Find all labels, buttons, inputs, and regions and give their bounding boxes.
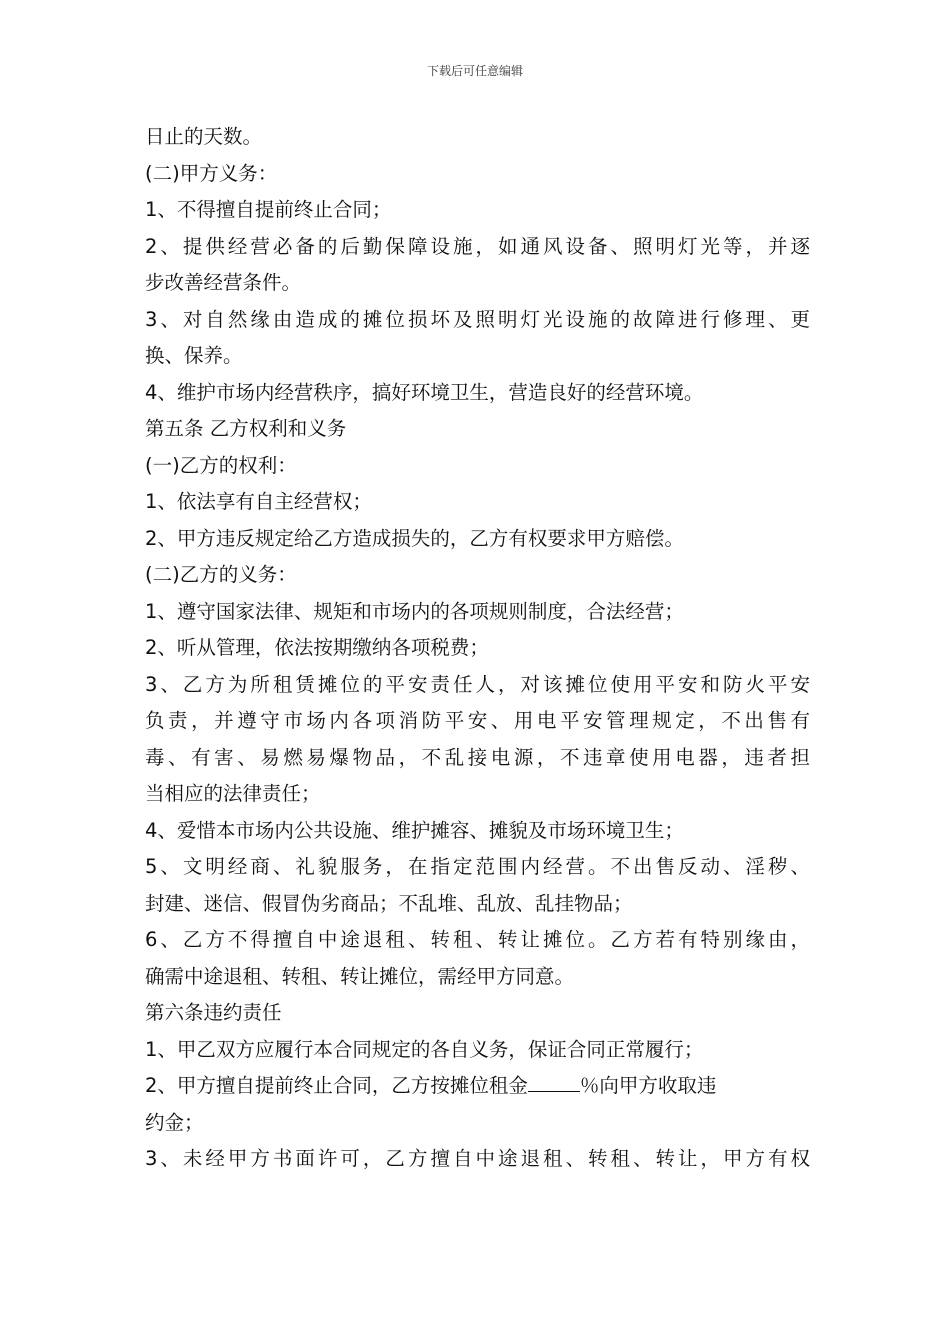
text-line: 1、不得擅自提前终止合同； [145, 198, 392, 221]
document-body [145, 119, 810, 1178]
text-line: 3、对自然缘由造成的摊位损坏及照明灯光设施的故障进行修理、更 [145, 307, 810, 331]
text-line: 1、依法享有自主经营权； [145, 490, 372, 513]
article-heading: 第六条违约责任 [145, 1001, 282, 1024]
text-line: 封建、迷信、假冒伪劣商品；不乱堆、乱放、乱挂物品； [145, 891, 633, 915]
text-line: 1、甲乙双方应履行本合同规定的各自义务，保证合同正常履行； [145, 1037, 704, 1061]
text-line: 2、听从管理，依法按期缴纳各项税费； [145, 636, 489, 659]
text-line: 毒、有害、易燃易爆物品，不乱接电源，不违章使用电器，违者担 [145, 745, 810, 769]
section-heading: (二)甲方义务： [145, 161, 278, 185]
text-line: 确需中途退租、转租、转让摊位，需经甲方同意。 [145, 964, 575, 988]
text-segment: 2、甲方擅自提前终止合同，乙方按摊位租金 [145, 1074, 528, 1097]
fill-in-blank [528, 1071, 580, 1092]
text-line: 3、未经甲方书面许可，乙方擅自中途退租、转租、转让，甲方有权 [145, 1147, 810, 1170]
text-line-with-blank [145, 1068, 810, 1105]
text-line: 4、爱惜本市场内公共设施、维护摊容、摊貌及市场环境卫生； [145, 818, 684, 842]
text-line: 换、保养。 [145, 344, 243, 367]
text-line: 日止的天数。 [145, 125, 263, 148]
article-heading: 第五条 乙方权利和义务 [145, 417, 347, 440]
text-line: 1、遵守国家法律、规矩和市场内的各项规则制度，合法经营； [145, 599, 684, 623]
text-line: 3、乙方为所租赁摊位的平安责任人，对该摊位使用平安和防火平安 [145, 672, 810, 696]
text-segment: ％向甲方收取违 [579, 1074, 717, 1097]
page-header-note: 下载后可任意编辑 [426, 64, 523, 78]
text-line: 2、提供经营必备的后勤保障设施，如通风设备、照明灯光等，并逐 [145, 234, 810, 258]
text-line: 5、文明经商、礼貌服务，在指定范围内经营。不出售反动、淫秽、 [145, 855, 810, 878]
text-line: 2、甲方违反规定给乙方造成损失的，乙方有权要求甲方赔偿。 [145, 526, 684, 550]
section-heading: (二)乙方的义务： [145, 563, 297, 586]
text-line: 约金； [145, 1110, 204, 1134]
text-line: 6、乙方不得擅自中途退租、转租、转让摊位。乙方若有特别缘由， [145, 928, 810, 951]
text-line: 步改善经营条件。 [145, 271, 302, 294]
section-heading: (一)乙方的权利： [145, 453, 297, 477]
text-line: 当相应的法律责任； [145, 782, 321, 805]
text-line: 4、维护市场内经营秩序，搞好环境卫生，营造良好的经营环境。 [145, 380, 704, 404]
text-line: 负责，并遵守市场内各项消防平安、用电平安管理规定，不出售有 [145, 709, 810, 732]
